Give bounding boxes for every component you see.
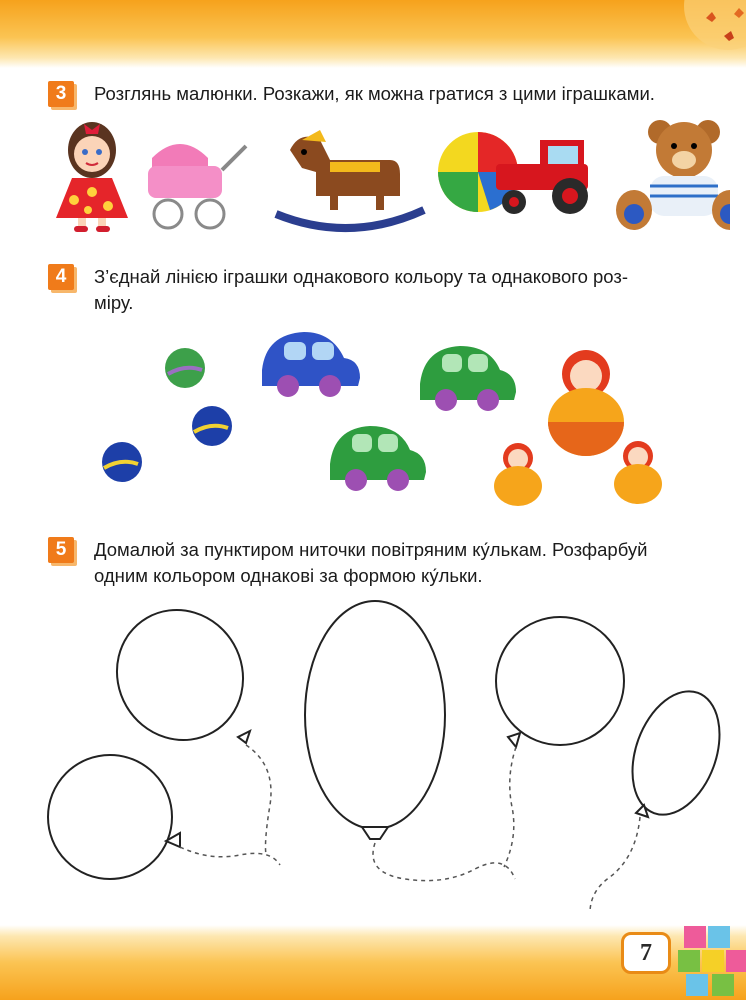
balloon-tilted-oval bbox=[93, 595, 266, 763]
task-instruction-continued: міру. bbox=[94, 292, 134, 313]
rocking-horse-illustration bbox=[276, 130, 424, 228]
dotted-string bbox=[504, 747, 516, 867]
dotted-string bbox=[590, 817, 640, 913]
green-car bbox=[330, 426, 426, 491]
small-roly-poly bbox=[494, 443, 542, 506]
balloons-area bbox=[0, 595, 746, 915]
task-instruction: Домалюй за пунктиром ниточки повітряним ку́лькам. Розфарбуй bbox=[94, 539, 648, 560]
task-instruction-continued: одним кольором однакові за формою ку́льки. bbox=[94, 565, 483, 586]
balloon-circle bbox=[48, 755, 180, 879]
blue-car bbox=[262, 332, 360, 397]
large-roly-poly bbox=[548, 350, 624, 456]
task-instruction: З’єднай лінією іграшки однакового кольору та однакового роз- bbox=[94, 266, 629, 287]
stroller-illustration bbox=[148, 144, 246, 228]
green-ball bbox=[165, 348, 205, 388]
small-roly-poly bbox=[614, 441, 662, 504]
task-4 bbox=[48, 264, 628, 316]
dotted-string bbox=[246, 745, 271, 855]
autumn-leaves-decor bbox=[666, 0, 746, 70]
task-3 bbox=[48, 81, 655, 107]
teddy-bear-illustration bbox=[616, 120, 730, 230]
balloon-circle bbox=[496, 617, 624, 747]
green-car bbox=[420, 346, 516, 411]
top-decor-band bbox=[0, 0, 746, 68]
blue-ball bbox=[192, 406, 232, 446]
blue-ball bbox=[102, 442, 142, 482]
task-number-badge: 3 bbox=[48, 81, 74, 107]
page-number: 7 bbox=[621, 932, 671, 974]
task-number-badge: 5 bbox=[48, 537, 74, 563]
toy-blocks-decor bbox=[676, 916, 746, 1000]
task-instruction: Розглянь малюнки. Розкажи, як можна гратися з цими іграшками. bbox=[94, 83, 655, 104]
task-5 bbox=[48, 537, 647, 589]
doll-illustration bbox=[56, 122, 128, 232]
dotted-string bbox=[373, 843, 515, 881]
toys-row bbox=[40, 110, 730, 240]
task-number-badge: 4 bbox=[48, 264, 74, 290]
balloon-tall-oval bbox=[305, 601, 445, 839]
matching-toys-area bbox=[90, 320, 670, 520]
balloon-tilted-oval bbox=[617, 679, 736, 827]
